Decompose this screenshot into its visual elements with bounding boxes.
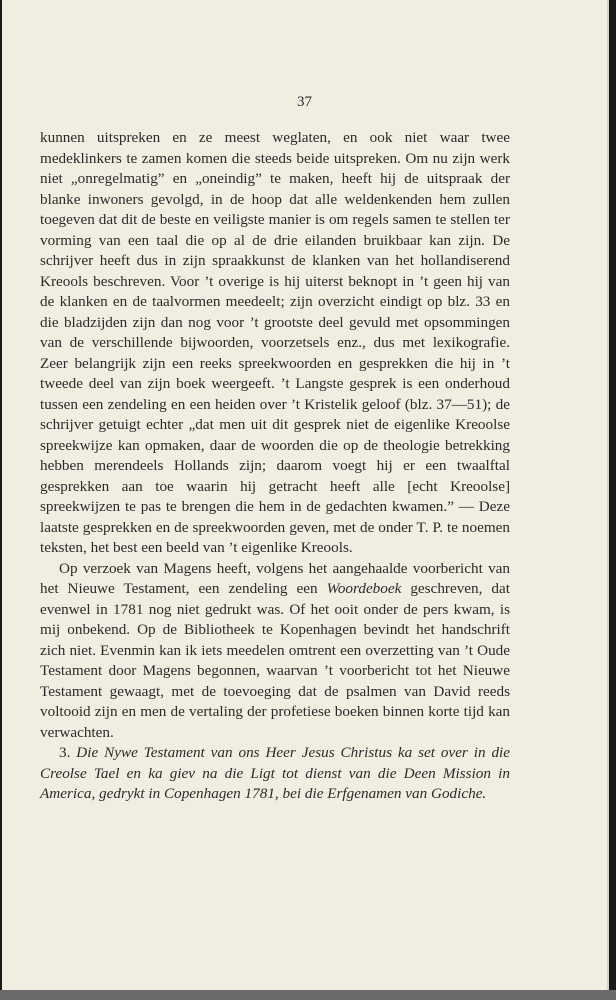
paragraph-3 [40, 743, 510, 805]
paragraph-3-number: 3. [59, 744, 77, 761]
paragraph-2-text-b: geschreven, dat evenwel in 1781 nog niet gedrukt was. Of het ooit onder de pers kwam, is mij onbekend. Op de Bibliotheek te Kopenhagen bevindt het handschrift zich niet. Evenmin kan ik iets meedelen omtrent een overzetting van ’t Oude Testament door Magens begonnen, waarvan ’t voorbericht tot het Nieuwe Testament gewaagt, met de toevoeging dat de psalmen van David reeds voltooid zijn en men de vertaling der profetiese boeken binnen korte tijd kan verwachten. [40, 580, 510, 741]
paragraph-2 [40, 559, 510, 744]
book-title-nywe-testament: Die Nywe Testament van ons Heer Jesus Christus ka set over in die Creolse Tael en ka giev na die Ligt tot dienst van die Deen Mission in America, gedrykt in Copenhagen 1781, bei die Erfgenamen van Godiche. [40, 744, 510, 802]
bottom-edge [0, 990, 616, 1000]
book-page [2, 0, 609, 990]
page-number: 37 [297, 94, 312, 110]
book-title-woordeboek: Woordeboek [326, 580, 402, 597]
body-text [40, 128, 510, 805]
paragraph-2-text-a: Op verzoek van Magens heeft, volgens het aangehaalde voorbericht van het Nieuwe Testament, een zendeling een [40, 559, 510, 597]
paragraph-1: kunnen uitspreken en ze meest weglaten, en ook niet waar twee medeklinkers te zamen komen die steeds beide uitspreken. Om nu zijn werk niet „onregelmatig” en „oneindig” te maken, heeft hij de uitspraak der blanke inwoners gevolgd, in de hoop dat alle weldenkenden hem zullen toegeven dat dit de beste en veiligste manier is om regels samen te stellen ter vorming van een taal die op al de drie eilanden bruikbaar kan zijn. De schrijver heeft dus in zijn spraakkunst de klanken van het hollandiserend Kreools beschreven. Voor ’t overige is hij uiterst beknopt in ’t geen hij van de klanken en de taalvormen meedeelt; zijn overzicht eindigt op blz. 33 en die bladzijden zijn dan nog voor ’t grootste deel gevuld met opsommingen van de verschillende bijwoorden, voorzetsels enz., dus met lexikografie. Zeer belangrijk zijn een reeks spreekwoorden en gesprekken die hij in ’t tweede deel van zijn boek weergeeft. ’t Langste gesprek is een onderhoud tussen een zendeling en een heiden over ’t Kristelik geloof (blz. 37—51); de schrijver getuigt echter „dat men uit dit gesprek niet de eigenlike Kreoolse spreekwijze kan opmaken, daar de woorden die op de theologie betrekking hebben merendeels Hollands zijn; daarom voegt hij er een twaalftal gesprekken aan toe waarin hij getracht heeft alle [echt Kreoolse] spreekwijzen te pas te brengen die hem in de gedachten kwamen.” — Deze laatste gesprekken en de spreekwoorden geven, met de onder T. P. te noemen teksten, het best een beeld van ’t eigenlike Kreools. [40, 129, 510, 556]
